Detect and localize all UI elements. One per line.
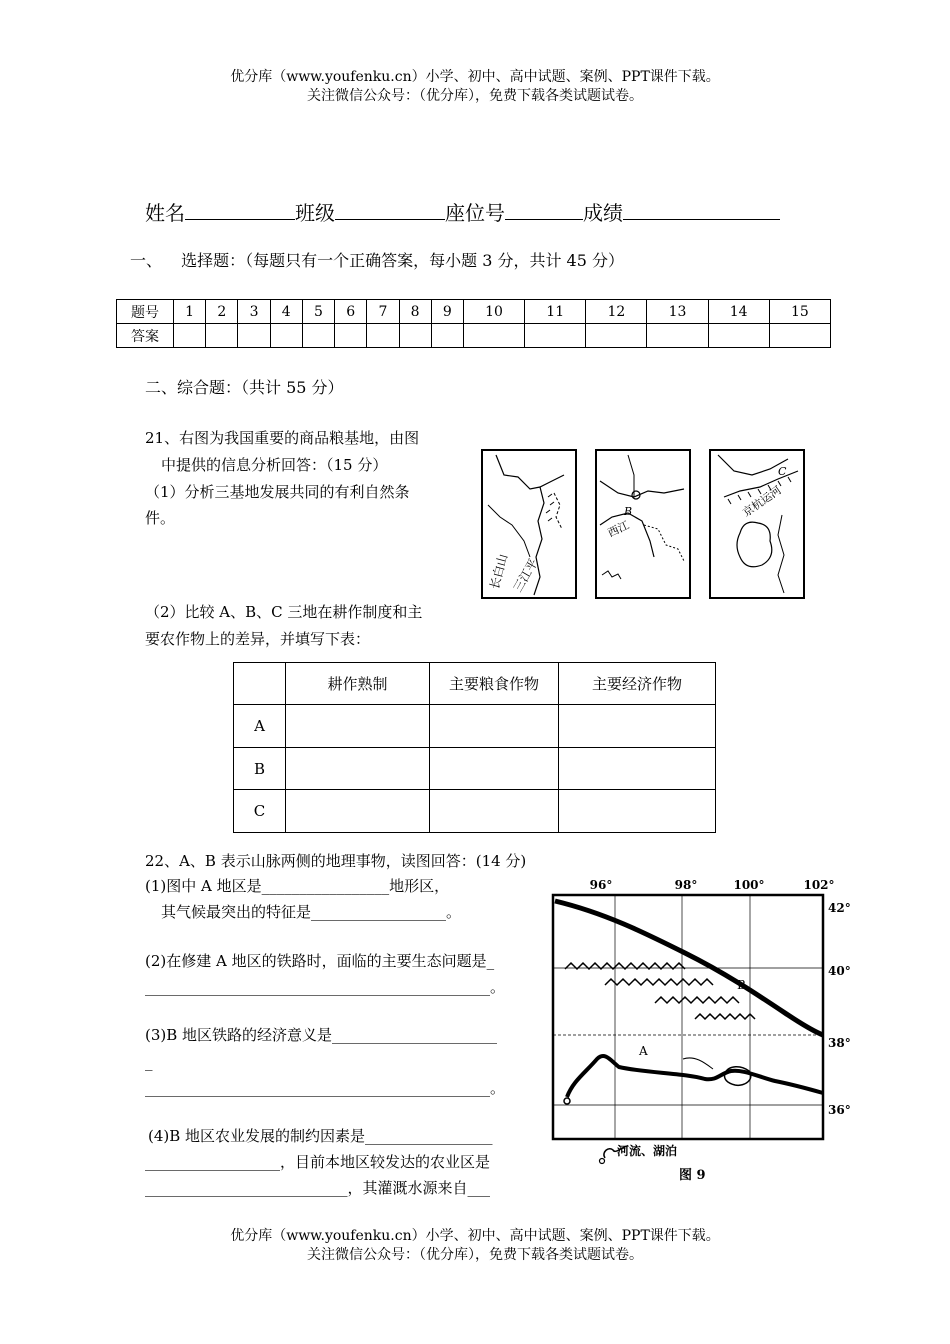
question-number: 11 xyxy=(525,300,586,324)
answer-cell[interactable] xyxy=(399,324,431,348)
row-label-a: A xyxy=(234,705,286,748)
answer-cell[interactable] xyxy=(430,705,559,748)
lon-label-98: 98° xyxy=(674,878,698,892)
lon-label-96: 96° xyxy=(589,878,613,892)
crop-table-row-b xyxy=(234,748,716,790)
name-label: 姓名 xyxy=(145,201,185,225)
answer-cell[interactable] xyxy=(430,790,559,833)
crop-table-row-c xyxy=(234,790,716,833)
map-b-letter: B xyxy=(624,505,633,518)
mountain-range-mid xyxy=(605,979,713,985)
q22-p3b: _ xyxy=(145,1053,153,1071)
site-header-line1: 优分库（www.youfenku.cn）小学、初中、高中试题、案例、PPT课件下载。 xyxy=(230,69,720,85)
lat-label-40: 40° xyxy=(828,964,851,978)
row-label-b: B xyxy=(234,748,286,790)
q22-intro: 22、A、B 表示山脉两侧的地理事物，读图回答：(14 分) xyxy=(145,852,527,870)
answer-cell[interactable] xyxy=(559,748,716,790)
answer-table-answer-row xyxy=(117,324,831,348)
question-number: 7 xyxy=(367,300,399,324)
answer-cell[interactable] xyxy=(525,324,586,348)
tributary xyxy=(683,1058,713,1069)
q22-p2a: (2)在修建 A 地区的铁路时，面临的主要生态问题是_ xyxy=(145,952,495,970)
map-a-mountain-label: 长白山 xyxy=(487,552,511,591)
answer-cell[interactable] xyxy=(270,324,302,348)
answer-cell[interactable] xyxy=(335,324,367,348)
q22-p4c: ___________________________，其灌溉水源来自___ xyxy=(145,1179,491,1197)
mountain-range-south xyxy=(655,997,739,1003)
answer-cell[interactable] xyxy=(206,324,238,348)
seat-blank[interactable] xyxy=(505,199,583,220)
map-a xyxy=(482,450,576,598)
map-a-plain-label: 三江平 xyxy=(510,556,541,595)
question-number: 6 xyxy=(335,300,367,324)
row-label-answer: 答案 xyxy=(117,324,174,348)
question-number: 4 xyxy=(270,300,302,324)
q22-p1a: (1)图中 A 地区是_________________地形区， xyxy=(145,877,450,895)
river-source-icon xyxy=(564,1098,570,1104)
q22-p3c: ______________________________________________。 xyxy=(145,1079,506,1097)
lon-label-100: 100° xyxy=(733,878,765,892)
question-number: 12 xyxy=(586,300,647,324)
q21-line2: 中提供的信息分析回答：（15 分） xyxy=(161,456,388,474)
answer-cell[interactable] xyxy=(769,324,830,348)
question-number: 5 xyxy=(302,300,334,324)
figure-caption: 图 9 xyxy=(679,1168,706,1183)
q22-p2b: ______________________________________________。 xyxy=(145,978,506,996)
q21-part2b: 要农作物上的差异，并填写下表： xyxy=(145,630,371,648)
label-b: B xyxy=(737,978,746,992)
q21-part1b: 件。 xyxy=(145,509,176,527)
section2-heading: 二、综合题：（共计 55 分） xyxy=(145,378,344,397)
q21-part1a: （1）分析三基地发展共同的有利自然条 xyxy=(145,483,410,501)
site-footer-line2: 关注微信公众号：（优分库），免费下载各类试题试卷。 xyxy=(307,1247,643,1263)
question-number: 2 xyxy=(206,300,238,324)
q21-line1: 21、右图为我国重要的商品粮基地，由图 xyxy=(145,429,420,447)
map-c-letter: C xyxy=(778,465,787,478)
class-blank[interactable] xyxy=(335,199,445,220)
q22-p1b: 其气候最突出的特征是__________________。 xyxy=(161,903,462,921)
answer-cell[interactable] xyxy=(708,324,769,348)
legend-lake-icon xyxy=(600,1159,605,1164)
header-grain-crops: 主要粮食作物 xyxy=(430,663,559,705)
row-label-c: C xyxy=(234,790,286,833)
answer-cell[interactable] xyxy=(431,324,463,348)
header-farming-system: 耕作熟制 xyxy=(286,663,430,705)
label-a: A xyxy=(639,1044,648,1058)
answer-cell[interactable] xyxy=(286,790,430,833)
answer-cell[interactable] xyxy=(647,324,708,348)
lat-label-42: 42° xyxy=(828,901,851,915)
class-label: 班级 xyxy=(295,201,335,225)
map-b xyxy=(596,450,690,598)
seat-label: 座位号 xyxy=(445,201,505,225)
figure-9 xyxy=(545,873,857,1191)
crop-table-row-a xyxy=(234,705,716,748)
question-number: 15 xyxy=(769,300,830,324)
q21-maps xyxy=(478,445,808,605)
answer-cell[interactable] xyxy=(174,324,206,348)
question-number: 1 xyxy=(174,300,206,324)
map-c-canal-label: 京杭运河 xyxy=(740,483,784,520)
south-river xyxy=(567,1056,823,1097)
q22-p4b: __________________，目前本地区较发达的农业区是 xyxy=(145,1153,491,1171)
section1-heading xyxy=(130,249,624,273)
site-header-line2: 关注微信公众号：（优分库），免费下载各类试题试卷。 xyxy=(307,88,643,104)
q21-part2a: （2）比较 A、B、C 三地在耕作制度和主 xyxy=(145,603,423,621)
score-blank[interactable] xyxy=(623,199,780,220)
answer-cell[interactable] xyxy=(430,748,559,790)
site-footer-line1: 优分库（www.youfenku.cn）小学、初中、高中试题、案例、PPT课件下载。 xyxy=(230,1228,720,1244)
answer-cell[interactable] xyxy=(238,324,270,348)
map-b-river-label: 西江 xyxy=(605,518,632,540)
question-number: 9 xyxy=(431,300,463,324)
question-number: 13 xyxy=(647,300,708,324)
crop-table-corner xyxy=(234,663,286,705)
name-blank[interactable] xyxy=(185,199,295,220)
section1-number: 一、 xyxy=(130,251,163,270)
question-number: 10 xyxy=(463,300,524,324)
header-cash-crops: 主要经济作物 xyxy=(559,663,716,705)
section1-title: 选择题：（每题只有一个正确答案，每小题 3 分，共计 45 分） xyxy=(181,251,624,270)
answer-cell[interactable] xyxy=(286,705,430,748)
lat-label-38: 38° xyxy=(828,1036,851,1050)
answer-cell[interactable] xyxy=(559,705,716,748)
row-label-number: 题号 xyxy=(117,300,174,324)
mountain-range-east xyxy=(695,1014,755,1019)
answer-cell[interactable] xyxy=(586,324,647,348)
answer-cell[interactable] xyxy=(367,324,399,348)
score-label: 成绩 xyxy=(583,201,623,225)
answer-cell[interactable] xyxy=(559,790,716,833)
q22-p4a: (4)B 地区农业发展的制约因素是_________________ xyxy=(148,1127,493,1145)
answer-table xyxy=(116,299,831,348)
map-c-lake xyxy=(737,522,772,567)
answer-cell[interactable] xyxy=(302,324,334,348)
figure-9-grid xyxy=(553,895,823,1139)
answer-cell[interactable] xyxy=(286,748,430,790)
legend-label: 河流、湖泊 xyxy=(617,1144,678,1158)
question-number: 8 xyxy=(399,300,431,324)
question-number: 3 xyxy=(238,300,270,324)
map-c xyxy=(710,450,804,598)
answer-table-number-row xyxy=(117,300,831,324)
lon-label-102: 102° xyxy=(803,878,835,892)
crop-table-header-row xyxy=(234,663,716,705)
lat-label-36: 36° xyxy=(828,1103,851,1117)
question-number: 14 xyxy=(708,300,769,324)
crop-table xyxy=(233,662,716,833)
q22-p3a: (3)B 地区铁路的经济意义是______________________ xyxy=(145,1026,498,1044)
answer-cell[interactable] xyxy=(463,324,524,348)
student-info-line xyxy=(145,199,780,226)
